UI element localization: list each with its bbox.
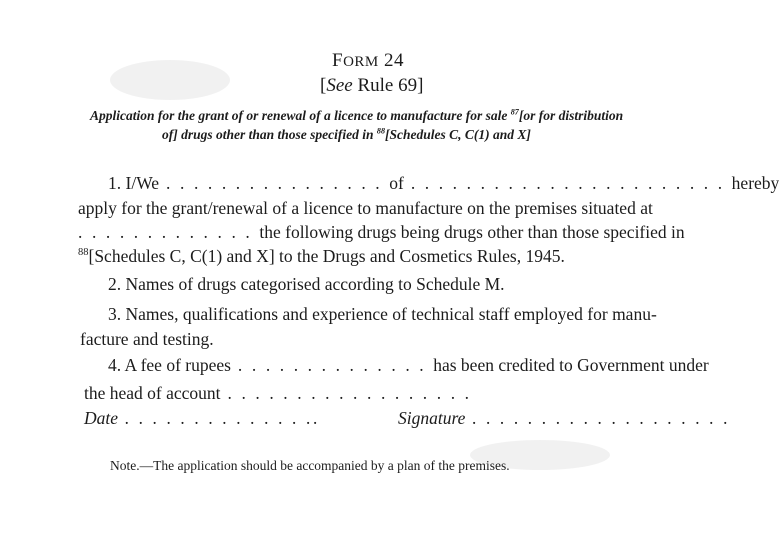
footnote-marker: 87 [510,107,519,117]
item-text: has been credited to Government under [433,355,709,375]
form-title [332,50,404,72]
item-text: 4. A fee of rupees [108,355,231,375]
blank-date-field: . . . . . . . . . . . . . .. [118,408,321,428]
form-title-initial: F [332,50,344,71]
item-1-line-2: apply for the grant/renewal of a licence to manufacture on the premises situated at [78,198,653,218]
footnote-marker: 88 [78,247,89,259]
rule-see: See [326,75,353,96]
form-description-line-2 [162,127,531,143]
item-3-line-1: 3. Names, qualifications and experience of technical staff employed for manu- [108,304,657,324]
signature-label: Signature [398,408,466,428]
blank-signature-field: . . . . . . . . . . . . . . . . . . . [465,408,731,428]
item-4-line-2 [84,383,472,404]
footnote-marker: 88 [376,126,385,136]
date-line [84,408,320,429]
blank-account-field: . . . . . . . . . . . . . . . . . . [220,383,472,403]
item-2: 2. Names of drugs categorised according to Schedule M. [108,274,505,294]
form-note: Note.—The application should be accompanied by a plan of the premises. [110,458,510,473]
item-text: the head of account [84,383,221,403]
item-4-line-1 [108,355,709,376]
item-1-line-4 [78,246,565,267]
item-text: 1. I/We [108,173,160,193]
scan-smudge [110,60,230,100]
desc-text: [Schedules C, C(1) and X] [385,127,531,142]
item-3-line-2: facture and testing. [80,329,214,349]
blank-fee-field: . . . . . . . . . . . . . . [230,355,434,375]
date-label: Date [84,408,119,428]
item-text: [Schedules C, C(1) and X] to the Drugs and Cosmetics Rules, 1945. [88,246,565,266]
desc-text: [or for distribution [518,108,624,123]
desc-text: of] drugs other than those specified in [162,127,377,142]
blank-premises-field: . . . . . . . . . . . . . [78,222,260,242]
signature-line [398,408,730,429]
item-1-line-3 [78,222,685,243]
rule-reference [320,75,423,97]
item-text: the following drugs being drugs other than those specified in [259,222,685,242]
blank-address-field: . . . . . . . . . . . . . . . . . . . . . . . [403,173,732,193]
form-title-rest: ORM [343,54,379,70]
desc-text: Application for the grant of or renewal of a licence to manufacture for sale [90,108,511,123]
item-text: hereby [731,173,779,193]
item-1-line-1 [108,173,779,194]
form-number: 24 [384,50,405,71]
blank-name-field: . . . . . . . . . . . . . . . . [159,173,390,193]
rule-text: Rule 69] [352,75,424,96]
item-text: of [389,173,404,193]
rule-bracket: [ [320,75,327,96]
form-description-line-1 [90,108,623,124]
